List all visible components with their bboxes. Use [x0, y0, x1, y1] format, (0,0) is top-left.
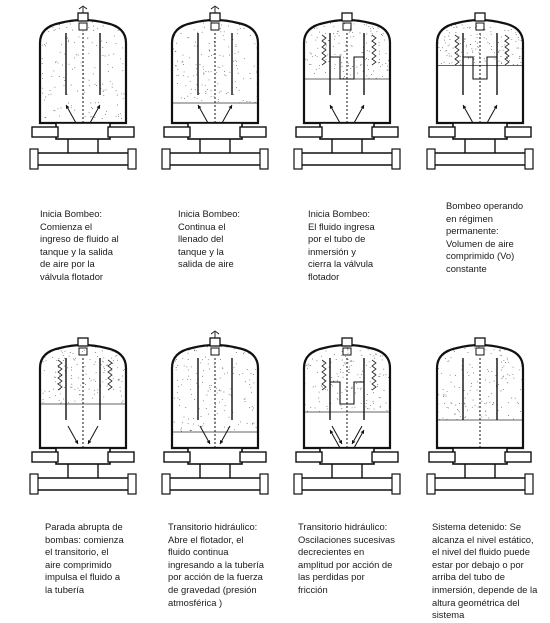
- caption-stage-1: Inicia Bombeo: Comienza el ingreso de fluido al tanque y la salida de aire por la válvula flotador: [40, 208, 119, 282]
- pipe-flange-right: [260, 474, 268, 494]
- caption-stage-2: Inicia Bombeo: Continua el llenado del tanque y la salida de aire: [178, 208, 241, 270]
- pipe-flange-left: [294, 149, 302, 169]
- pipe-flange-right: [128, 149, 136, 169]
- float-valve-float: [343, 348, 351, 355]
- pipe-flange-left: [294, 474, 302, 494]
- tank-svg: [425, 5, 535, 175]
- flange-right: [505, 127, 531, 137]
- float-valve-body: [78, 338, 88, 346]
- air-release-arrow: [211, 331, 219, 338]
- caption-stage-3: Inicia Bombeo: El fluido ingresa por el tubo de inmersión y cierra la válvula flotador: [308, 208, 375, 282]
- flange-right: [108, 127, 134, 137]
- tank-svg: [160, 330, 270, 500]
- float-valve-float: [79, 23, 87, 30]
- tank-svg: [425, 330, 535, 500]
- pipe-flange-right: [525, 474, 533, 494]
- air-compression-left: [455, 35, 459, 65]
- pipe-flange-left: [162, 474, 170, 494]
- base-pipe-junction: [56, 448, 110, 464]
- tank-shell: [437, 345, 523, 448]
- float-valve-body: [210, 13, 220, 21]
- tank-shell: [437, 20, 523, 123]
- flange-left: [296, 452, 322, 462]
- caption-stage-4: Bombeo operando en régimen permanente: Volumen de aire comprimido (Vo) constante: [446, 200, 524, 274]
- pipe-flange-left: [427, 149, 435, 169]
- pipe-flange-right: [260, 149, 268, 169]
- base-pipe-junction: [453, 123, 507, 139]
- flange-right: [505, 452, 531, 462]
- tank-stage-4: [425, 5, 535, 175]
- base-pipe-junction: [453, 448, 507, 464]
- float-valve-body: [210, 338, 220, 346]
- tank-stage-2: [160, 5, 270, 175]
- air-compression-right: [108, 360, 112, 390]
- pipe-flange-right: [392, 149, 400, 169]
- tank-svg: [160, 5, 270, 175]
- flange-right: [240, 127, 266, 137]
- tank-stage-5: [28, 330, 138, 500]
- tank-shell: [40, 20, 126, 123]
- float-valve-float: [476, 348, 484, 355]
- caption-stage-8: Sistema detenido: Se alcanza el nivel estático, el nivel del fluido puede estar por debajo o por arriba del tubo de inmersión, depende de la altura geométrica del sistema: [432, 521, 538, 621]
- float-valve-float: [79, 348, 87, 355]
- pipe-flange-left: [30, 149, 38, 169]
- air-compression-left: [322, 360, 326, 390]
- flange-left: [429, 127, 455, 137]
- pipe-flange-left: [427, 474, 435, 494]
- tank-svg: [28, 330, 138, 500]
- tank-shell: [172, 345, 258, 448]
- tank-stage-3: [292, 5, 402, 175]
- base-pipe-junction: [320, 448, 374, 464]
- tank-stage-6: [160, 330, 270, 500]
- air-release-arrow: [211, 6, 219, 13]
- base-pipe-junction: [56, 123, 110, 139]
- air-compression-right: [505, 35, 509, 65]
- caption-stage-5: Parada abrupta de bombas: comienza el transitorio, el aire comprimido impulsa el fluido a la tubería: [45, 521, 124, 595]
- float-valve-float: [476, 23, 484, 30]
- pipe-flange-right: [128, 474, 136, 494]
- pipe-flange-right: [525, 149, 533, 169]
- flange-right: [240, 452, 266, 462]
- flange-left: [296, 127, 322, 137]
- immersion-tube-seal: [463, 57, 497, 79]
- float-valve-body: [475, 338, 485, 346]
- float-valve-body: [475, 13, 485, 21]
- caption-stage-7: Transitorio hidráulico: Oscilaciones sucesivas decrecientes en amplitud por acción de las perdidas por fricción: [298, 521, 395, 595]
- flange-left: [32, 127, 58, 137]
- float-valve-float: [211, 348, 219, 355]
- tank-shell: [172, 20, 258, 123]
- float-valve-float: [211, 23, 219, 30]
- tank-stage-1: [28, 5, 138, 175]
- tank-stage-8: [425, 330, 535, 500]
- caption-stage-6: Transitorio hidráulico: Abre el flotador, el fluido continua ingresando a la tubería por acción de la fuerza de gravedad (presión atmosférica ): [168, 521, 264, 608]
- air-compression-right: [372, 360, 376, 390]
- flange-left: [32, 452, 58, 462]
- tank-svg: [292, 5, 402, 175]
- pipe-flange-right: [392, 474, 400, 494]
- base-pipe-junction: [188, 448, 242, 464]
- base-pipe-junction: [320, 123, 374, 139]
- flange-left: [429, 452, 455, 462]
- tank-shell: [304, 20, 390, 123]
- flange-right: [108, 452, 134, 462]
- base-pipe-junction: [188, 123, 242, 139]
- flange-right: [372, 127, 398, 137]
- pipe-flange-left: [30, 474, 38, 494]
- pipe-flange-left: [162, 149, 170, 169]
- flange-right: [372, 452, 398, 462]
- float-valve-float: [343, 23, 351, 30]
- immersion-tube-seal: [330, 57, 364, 79]
- flange-left: [164, 127, 190, 137]
- air-release-arrow: [79, 6, 87, 13]
- tank-stage-7: [292, 330, 402, 500]
- flange-left: [164, 452, 190, 462]
- float-valve-body: [78, 13, 88, 21]
- air-compression-left: [322, 35, 326, 65]
- float-valve-body: [342, 338, 352, 346]
- tank-svg: [28, 5, 138, 175]
- immersion-tube-seal: [330, 382, 364, 404]
- tank-svg: [292, 330, 402, 500]
- float-valve-body: [342, 13, 352, 21]
- air-compression-right: [372, 35, 376, 65]
